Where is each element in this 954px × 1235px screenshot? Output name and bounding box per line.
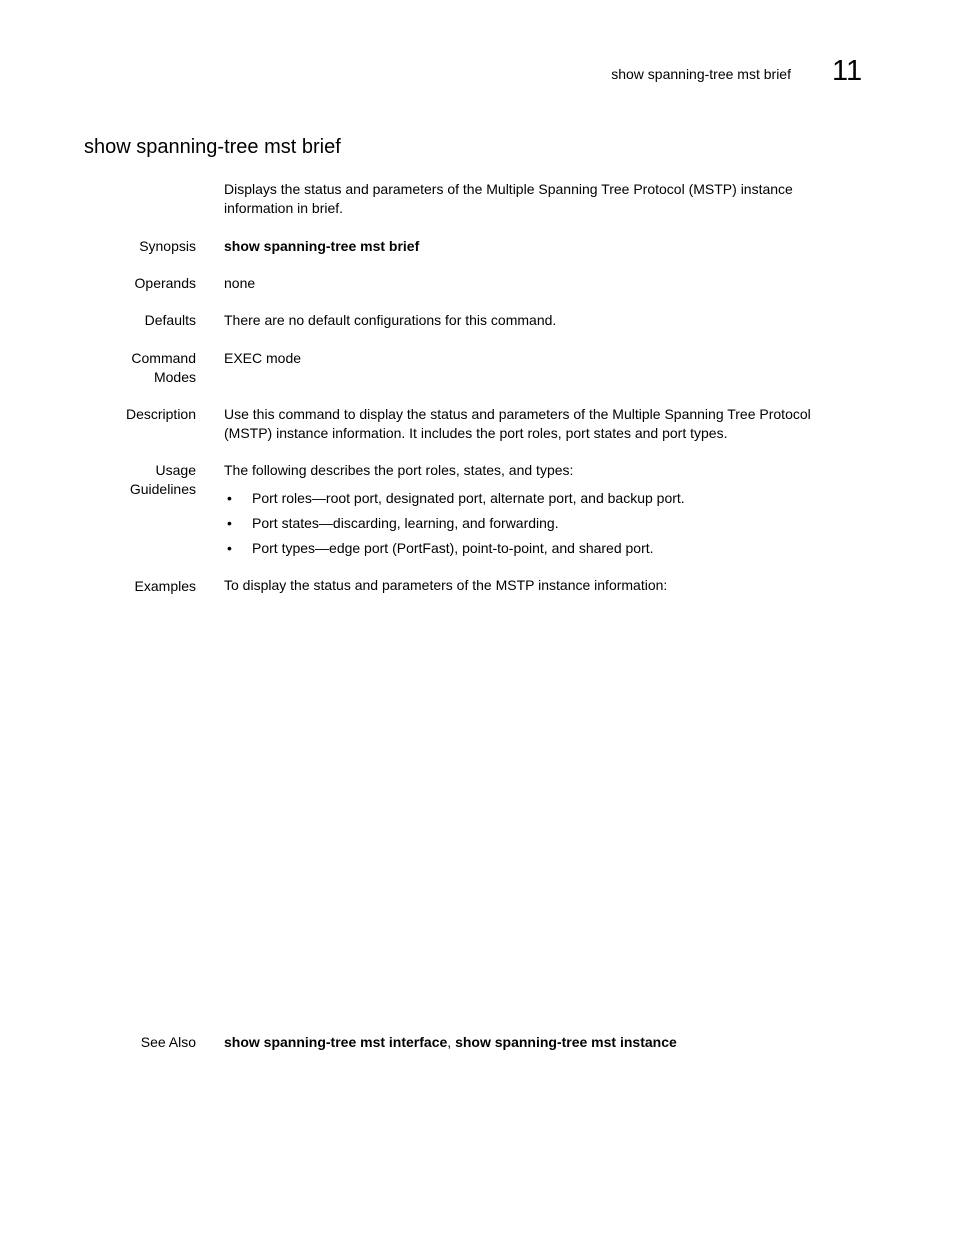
bullet-icon: •	[227, 540, 232, 556]
usage-guidelines-bullet-list	[224, 489, 856, 564]
synopsis-command: show spanning-tree mst brief	[224, 238, 420, 254]
description-text: Use this command to display the status and parameters of the Multiple Spanning Tree Protocol (MSTP) instance information. It includes the port roles, port states and port types.	[224, 406, 811, 441]
list-item-text: Port roles—root port, designated port, alternate port, and backup port.	[252, 490, 685, 506]
command-modes-text: EXEC mode	[224, 350, 302, 366]
see-also-link-mst-interface[interactable]: show spanning-tree mst interface	[224, 1034, 448, 1050]
list-item	[224, 514, 856, 539]
synopsis-label: Synopsis	[139, 238, 196, 254]
command-modes-label-line1: Command	[131, 350, 196, 366]
description-label: Description	[125, 406, 196, 422]
bullet-icon: •	[227, 515, 232, 531]
usage-guidelines-label	[86, 461, 196, 499]
bullet-icon: •	[227, 490, 232, 506]
operands-label: Operands	[134, 275, 196, 291]
see-also-separator: ,	[447, 1034, 456, 1050]
intro-paragraph: Displays the status and parameters of the Multiple Spanning Tree Protocol (MSTP) instance information in brief.	[224, 181, 793, 216]
usage-guidelines-text: The following describes the port roles, states, and types:	[224, 462, 574, 478]
defaults-label: Defaults	[144, 312, 196, 328]
chapter-number: 11	[832, 55, 863, 87]
usage-guidelines-label-line1: Usage	[155, 462, 196, 478]
list-item	[224, 539, 856, 564]
see-also-link-mst-instance[interactable]: show spanning-tree mst instance	[455, 1034, 677, 1050]
see-also-links	[224, 1033, 856, 1052]
usage-guidelines-label-line2: Guidelines	[129, 481, 196, 497]
examples-label: Examples	[134, 578, 196, 594]
defaults-text: There are no default configurations for this command.	[224, 312, 557, 328]
list-item-text: Port states—discarding, learning, and forwarding.	[252, 515, 559, 531]
list-item	[224, 489, 856, 514]
running-header-title: show spanning-tree mst brief	[611, 66, 791, 82]
command-modes-label-line2: Modes	[153, 369, 196, 385]
examples-text: To display the status and parameters of the MSTP instance information:	[224, 577, 668, 593]
page-title: show spanning-tree mst brief	[84, 136, 341, 158]
see-also-label: See Also	[140, 1034, 196, 1050]
list-item-text: Port types—edge port (PortFast), point-to-point, and shared port.	[252, 540, 654, 556]
command-modes-label	[86, 349, 196, 387]
operands-text: none	[224, 275, 256, 291]
